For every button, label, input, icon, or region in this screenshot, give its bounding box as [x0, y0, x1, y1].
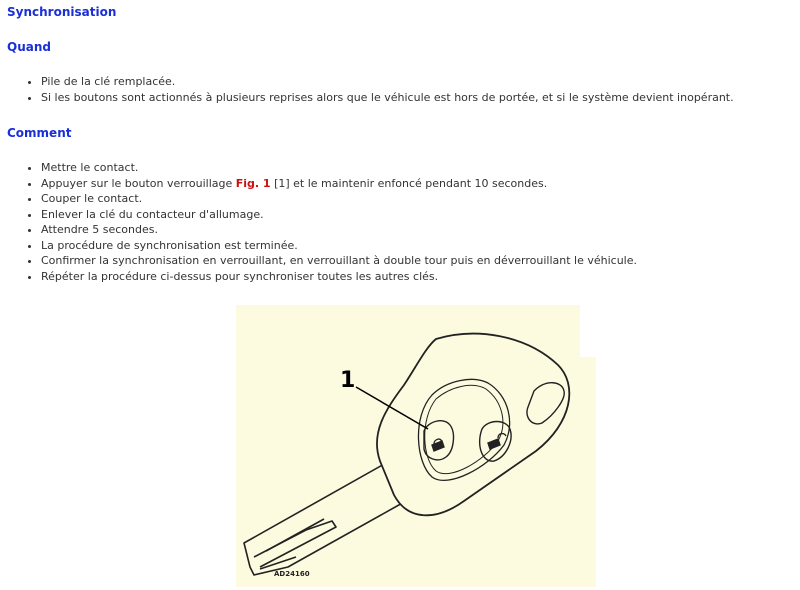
heading-comment: Comment	[7, 126, 72, 140]
figure-notch	[580, 305, 596, 357]
list-item: • Pile de la clé remplacée.	[41, 74, 734, 90]
step-text-before: Appuyer sur le bouton verrouillage	[41, 176, 236, 190]
list-item: • La procédure de synchronisation est terminée.	[41, 238, 637, 254]
list-item: • Couper le contact.	[41, 191, 637, 207]
list-item: • Répéter la procédure ci-dessus pour synchroniser toutes les autres clés.	[41, 269, 637, 285]
list-comment	[23, 160, 637, 284]
page-title: Synchronisation	[7, 5, 117, 19]
list-quand	[23, 74, 734, 105]
list-item: • Attendre 5 secondes.	[41, 222, 637, 238]
key-illustration	[236, 305, 596, 587]
list-item: • Mettre le contact.	[41, 160, 637, 176]
list-item: • Confirmer la synchronisation en verrouillant, en verrouillant à double tour puis en déverrouillant le véhicule.	[41, 253, 637, 269]
step-text-after: [1] et le maintenir enfoncé pendant 10 secondes.	[270, 176, 548, 190]
key-figure	[236, 305, 596, 587]
list-item: • Enlever la clé du contacteur d'allumage.	[41, 207, 637, 223]
figure-link[interactable]: Fig. 1	[235, 176, 271, 190]
callout-number: 1	[340, 368, 356, 393]
list-item-with-figure-link	[41, 176, 637, 192]
list-item: • Si les boutons sont actionnés à plusieurs reprises alors que le véhicule est hors de portée, et si le système devient inopérant.	[41, 90, 734, 106]
heading-quand: Quand	[7, 40, 51, 54]
figure-code: AD24160	[274, 570, 310, 578]
